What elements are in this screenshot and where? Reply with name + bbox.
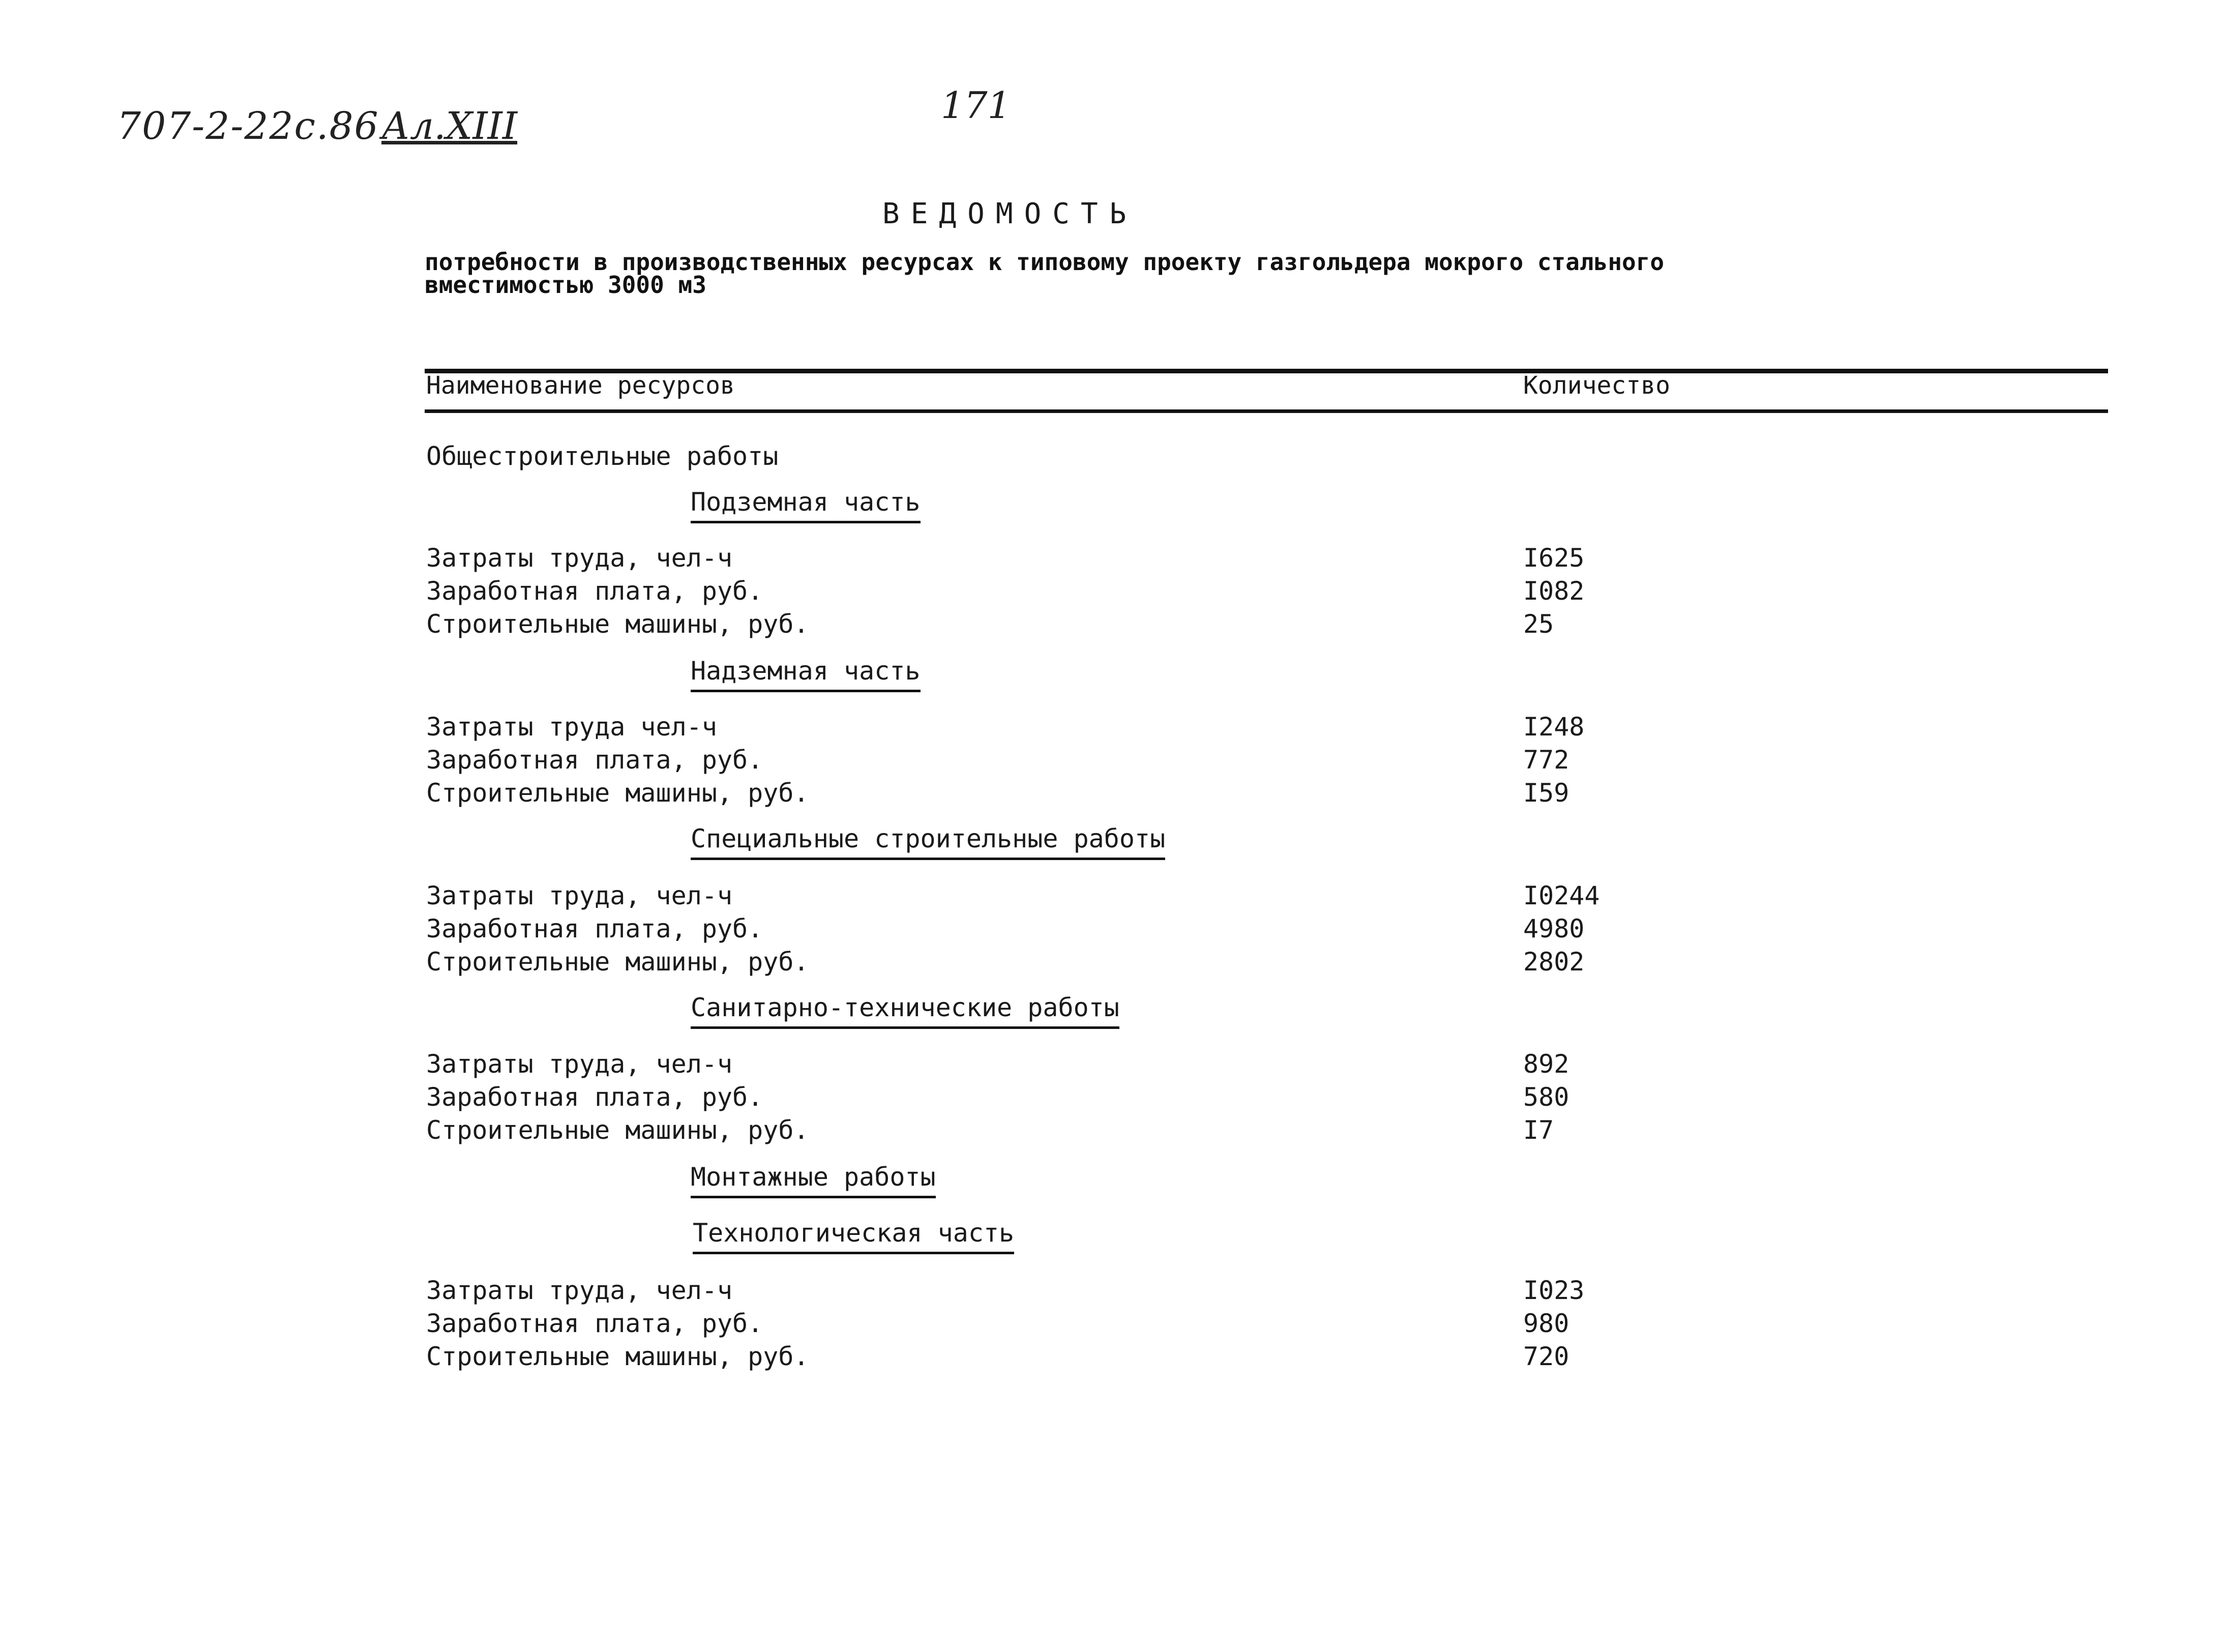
row-label: Строительные машины, руб. [426, 947, 809, 977]
row-value: 25 [1523, 609, 1554, 639]
column-header-name: Наименование ресурсов [426, 371, 735, 400]
row-label: Строительные машины, руб. [426, 778, 809, 808]
row-label: Заработная плата, руб. [426, 1082, 763, 1112]
row-value: I082 [1523, 576, 1585, 606]
section-title-assembly-works: Монтажные работы [691, 1162, 936, 1198]
row-value: I248 [1523, 712, 1585, 742]
row-value: I59 [1523, 778, 1569, 808]
row-value: 980 [1523, 1309, 1569, 1338]
row-value: I023 [1523, 1276, 1585, 1305]
document-subtitle-line-2: вместимостью 3000 м3 [425, 271, 706, 299]
row-label: Заработная плата, руб. [426, 576, 763, 606]
row-label: Строительные машины, руб. [426, 1342, 809, 1371]
row-label: Строительные машины, руб. [426, 609, 809, 639]
group-title: Общестроительные работы [426, 441, 779, 471]
section-title-aboveground: Надземная часть [691, 656, 921, 692]
album-number-handwritten: Ал.XIII [381, 104, 518, 148]
row-label: Затраты труда, чел-ч [426, 881, 733, 910]
row-label: Заработная плата, руб. [426, 745, 763, 775]
section-title-special-works: Специальные строительные работы [691, 824, 1165, 860]
document-subtitle-line-1: потребности в производственных ресурсах к типовому проекту газгольдера мокрого стального [425, 248, 1665, 276]
row-value: 892 [1523, 1049, 1569, 1079]
row-label: Затраты труда, чел-ч [426, 1276, 733, 1305]
row-label: Затраты труда, чел-ч [426, 543, 733, 573]
row-value: 4980 [1523, 914, 1585, 943]
section-title-underground: Подземная часть [691, 487, 921, 523]
row-value: 580 [1523, 1082, 1569, 1112]
row-label: Заработная плата, руб. [426, 1309, 763, 1338]
table-header-rule [425, 409, 2108, 413]
document-title: ВЕДОМОСТЬ [882, 197, 1138, 230]
row-value: 720 [1523, 1342, 1569, 1371]
row-label: Затраты труда, чел-ч [426, 1049, 733, 1079]
section-title-technological: Технологическая часть [693, 1218, 1014, 1254]
page-number: 171 [941, 84, 1011, 127]
column-header-quantity: Количество [1523, 371, 1670, 400]
section-title-sanitary-works: Санитарно-технические работы [691, 993, 1119, 1029]
row-value: I7 [1523, 1115, 1554, 1145]
row-value: 772 [1523, 745, 1569, 775]
row-value: I0244 [1523, 881, 1600, 910]
row-value: 2802 [1523, 947, 1585, 977]
row-value: I625 [1523, 543, 1585, 573]
document-code-handwritten: 707-2-22с.86 [117, 104, 379, 148]
row-label: Затраты труда чел-ч [426, 712, 717, 742]
row-label: Заработная плата, руб. [426, 914, 763, 943]
row-label: Строительные машины, руб. [426, 1115, 809, 1145]
